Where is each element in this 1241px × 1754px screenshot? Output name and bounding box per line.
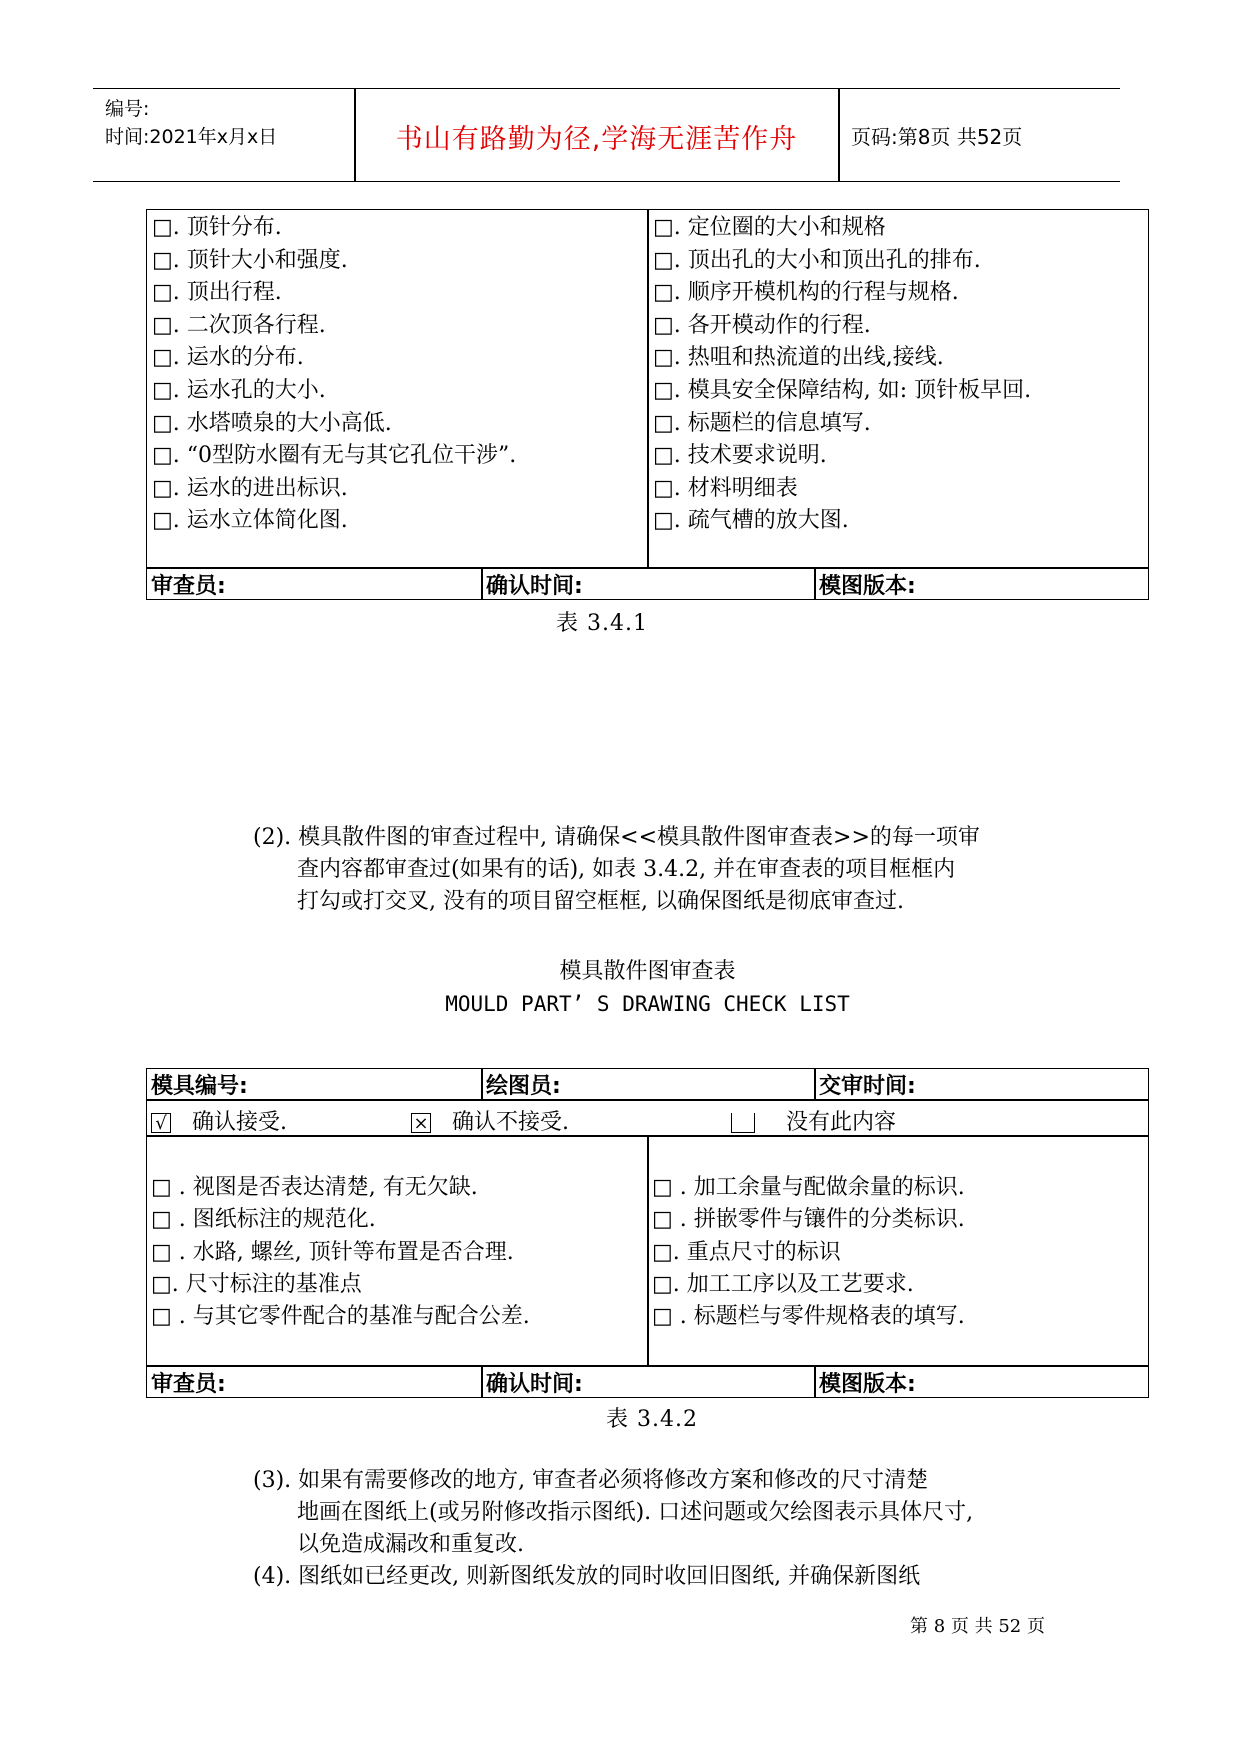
paragraph-line: 打勾或打交叉, 没有的项目留空框框, 以确保图纸是彻底审查过. bbox=[297, 889, 904, 914]
table-3-4-2 bbox=[146, 1068, 1149, 1398]
checklist-item[interactable]: □ . 图纸标注的规范化. bbox=[151, 1207, 376, 1233]
reviewer-label: 审查员: bbox=[151, 1372, 226, 1397]
column-divider bbox=[814, 1069, 816, 1100]
confirm-time-label: 确认时间: bbox=[486, 1372, 583, 1397]
checklist-item[interactable]: □ . 与其它零件配合的基准与配合公差. bbox=[151, 1304, 530, 1330]
checklist-item[interactable]: □. “0型防水圈有无与其它孔位干涉”. bbox=[152, 443, 517, 469]
table-3-4-1 bbox=[146, 209, 1149, 600]
checklist-item[interactable]: □. 疏气槽的放大图. bbox=[653, 508, 849, 534]
checklist-item[interactable]: □ . 视图是否表达清楚, 有无欠缺. bbox=[151, 1175, 478, 1200]
checklist-item[interactable]: □ . 标题栏与零件规格表的填写. bbox=[652, 1304, 965, 1330]
reject-label: 确认不接受. bbox=[452, 1110, 569, 1135]
column-divider bbox=[647, 1135, 649, 1366]
checklist-item[interactable]: □ . 加工余量与配做余量的标识. bbox=[652, 1175, 965, 1200]
row-divider bbox=[147, 1099, 1148, 1101]
column-divider bbox=[481, 1069, 483, 1100]
page-footer: 第 8 页 共 52 页 bbox=[910, 1616, 1045, 1637]
left-checklist bbox=[152, 212, 516, 538]
checklist-item[interactable]: □. 顶针大小和强度. bbox=[152, 247, 348, 273]
paragraph-3 bbox=[253, 1465, 973, 1561]
checklist-item[interactable]: □. 标题栏的信息填写. bbox=[653, 410, 871, 436]
header-time-label: 时间:2021年x月x日 bbox=[105, 126, 278, 148]
column-divider bbox=[814, 1365, 816, 1397]
na-checkbox[interactable] bbox=[731, 1113, 755, 1133]
checklist-item[interactable]: □. 热咀和热流道的出线,接线. bbox=[653, 345, 944, 371]
row-divider bbox=[147, 567, 1148, 569]
header-divider bbox=[838, 89, 840, 181]
checklist-item[interactable]: □. 运水的分布. bbox=[152, 345, 304, 371]
paragraph-line: 地画在图纸上(或另附修改指示图纸). 口述问题或欠绘图表示具体尺寸, bbox=[297, 1500, 974, 1525]
table-title-cn: 模具散件图审查表 bbox=[559, 959, 736, 984]
checklist-item[interactable]: □. 定位圈的大小和规格 bbox=[653, 215, 886, 240]
column-divider bbox=[481, 567, 483, 599]
header-number-label: 编号: bbox=[105, 98, 150, 120]
reviewer-label: 审查员: bbox=[151, 574, 226, 599]
mould-number-label: 模具编号: bbox=[151, 1074, 248, 1099]
column-divider bbox=[481, 1365, 483, 1397]
paragraph-4 bbox=[253, 1561, 920, 1593]
checklist-item[interactable]: □. 模具安全保障结构, 如: 顶针板早回. bbox=[653, 377, 1032, 403]
column-divider bbox=[647, 210, 649, 568]
checklist-item[interactable]: □. 各开模动作的行程. bbox=[653, 312, 871, 338]
checklist-item[interactable]: □. 材料明细表 bbox=[653, 475, 798, 501]
header-meta bbox=[105, 95, 277, 151]
checklist-item[interactable]: □ . 拼嵌零件与镶件的分类标识. bbox=[652, 1207, 965, 1233]
paragraph-line: 查内容都审查过(如果有的话), 如表 3.4.2, 并在审查表的项目框框内 bbox=[297, 857, 956, 882]
checklist-item[interactable]: □. 加工工序以及工艺要求. bbox=[652, 1271, 914, 1297]
table-title-en: MOULD PART’ S DRAWING CHECK LIST bbox=[445, 992, 850, 1016]
version-label: 模图版本: bbox=[819, 1372, 916, 1397]
table-caption: 表 3.4.1 bbox=[556, 611, 648, 636]
checklist-item[interactable]: □. 技术要求说明. bbox=[653, 443, 827, 469]
legend-row bbox=[731, 1105, 896, 1136]
reject-checkbox[interactable]: × bbox=[411, 1113, 431, 1133]
page-header bbox=[93, 88, 1120, 182]
na-label: 没有此内容 bbox=[786, 1110, 897, 1135]
header-page-info: 页码:第8页 共52页 bbox=[851, 125, 1023, 149]
checklist-item[interactable]: □. 尺寸标注的基准点 bbox=[151, 1271, 362, 1297]
drawer-label: 绘图员: bbox=[486, 1074, 561, 1099]
confirm-time-label: 确认时间: bbox=[486, 574, 583, 599]
submit-time-label: 交审时间: bbox=[819, 1074, 916, 1099]
checklist-item[interactable]: □. 水塔喷泉的大小高低. bbox=[152, 410, 392, 436]
checklist-item[interactable]: □. 顶出孔的大小和顶出孔的排布. bbox=[653, 247, 981, 273]
header-motto: 书山有路勤为径,学海无涯苦作舟 bbox=[395, 124, 798, 155]
paragraph-line: 以免造成漏改和重复改. bbox=[297, 1532, 524, 1557]
row-divider bbox=[147, 1365, 1148, 1367]
checklist-item[interactable]: □. 重点尺寸的标识 bbox=[652, 1239, 841, 1265]
paragraph-line: (2). 模具散件图的审查过程中, 请确保<<模具散件图审查表>>的每一项审 bbox=[253, 825, 980, 850]
legend-row bbox=[411, 1105, 569, 1136]
checklist-item[interactable]: □. 顶出行程. bbox=[152, 280, 282, 306]
legend-row bbox=[151, 1105, 287, 1136]
accept-label: 确认接受. bbox=[192, 1110, 287, 1135]
checklist-item[interactable]: □. 顶针分布. bbox=[152, 215, 282, 240]
version-label: 模图版本: bbox=[819, 574, 916, 599]
paragraph-2 bbox=[253, 822, 980, 918]
table-caption: 表 3.4.2 bbox=[606, 1407, 698, 1432]
checklist-item[interactable]: □. 顺序开模机构的行程与规格. bbox=[653, 280, 959, 306]
right-checklist bbox=[652, 1172, 965, 1333]
right-checklist bbox=[653, 212, 1031, 538]
paragraph-line: (4). 图纸如已经更改, 则新图纸发放的同时收回旧图纸, 并确保新图纸 bbox=[253, 1564, 921, 1589]
checklist-item[interactable]: □. 运水的进出标识. bbox=[152, 475, 348, 501]
checklist-item[interactable]: □ . 水路, 螺丝, 顶针等布置是否合理. bbox=[151, 1239, 514, 1265]
checklist-item[interactable]: □. 运水孔的大小. bbox=[152, 377, 326, 403]
left-checklist bbox=[151, 1172, 530, 1333]
accept-checkbox[interactable]: √ bbox=[151, 1113, 171, 1133]
paragraph-line: (3). 如果有需要修改的地方, 审查者必须将修改方案和修改的尺寸清楚 bbox=[253, 1468, 929, 1493]
column-divider bbox=[814, 567, 816, 599]
checklist-item[interactable]: □. 二次顶各行程. bbox=[152, 312, 326, 338]
checklist-item[interactable]: □. 运水立体简化图. bbox=[152, 508, 348, 534]
